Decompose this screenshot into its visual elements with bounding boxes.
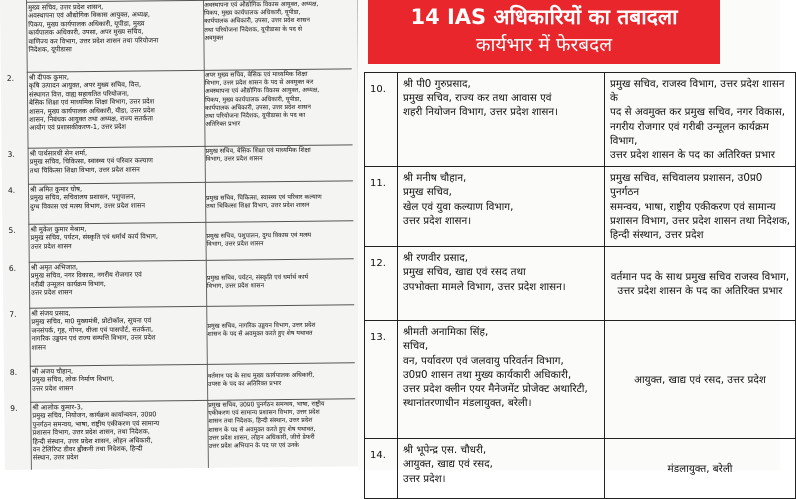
left-row-9 (10, 398, 356, 471)
left-row-posting: प्रमुख सचिव, नागरिक उड्डयन विभाग, उत्तर प्रदेश शासन के पद से अवमुक्त करते हुए शेष यथावत (207, 321, 316, 339)
headline-banner (368, 0, 720, 64)
new-posting-cell: वर्तमान पद के साथ प्रमुख सचिव राजस्व विभाग, उत्तर प्रदेश शासन के पद का अतिरिक्त प्रभार (605, 247, 796, 321)
left-row-number: 8. (9, 367, 18, 377)
left-row-number: 3. (7, 149, 15, 159)
new-posting-cell: मंडलायुक्त, बरेली (605, 439, 796, 499)
table-row (365, 167, 796, 247)
left-row-number: 9. (10, 403, 18, 413)
new-posting-cell: आयुक्त, खाद्य एवं रसद, उत्तर प्रदेश (605, 321, 796, 439)
left-row-officer: श्री संजय प्रसाद, प्रमुख सचिव, मा0 मुख्यमंत्री, प्रोटोकॉल, सूचना एवं जनसंपर्क, गृह, गोपन, वीजा एवं पासपोर्ट, सतर्कता, नागरिक उड्डयन एवं राज्य सम्पत्ति विभाग, उत्तर प्रदेश शासन (31, 309, 156, 352)
left-row-posting: अवस्थापना एवं औद्योगिक विकास आयुक्त, अध्यक्ष, पिकप, मुख्य कार्यपालक अधिकारी, यूपीडा, कार्यपालक अधिकारी, उपसा, उत्तर प्रदेश शासन तथा परियोजना निदेशक, यूपीडासा के पद से अवमुक्त (204, 0, 319, 42)
left-row-posting: वर्तमान पद के साथ मुख्य कार्यपालक अधिकारी, उपसा के पद का अतिरिक्त प्रभार (207, 371, 315, 389)
row-number: 12. (365, 247, 398, 321)
table-row (365, 321, 796, 439)
left-row-8 (9, 362, 355, 401)
table-row (365, 439, 796, 499)
left-row-officer: श्री अजय चौहान, प्रमुख सचिव, लोक निर्माण विभाग, उत्तर प्रदेश शासन (31, 367, 115, 393)
officer-cell: श्री भूपेन्द्र एस. चौधरी, आयुक्त, खाद्य एवं रसद, उत्तर प्रदेश। (398, 439, 605, 499)
left-row-number: 4. (7, 185, 16, 195)
left-row-officer: श्री दीपक कुमार, कृषि उत्पादन आयुक्त, अपर मुख्य सचिव, वित्त, संस्थागत वित्त, वाह्य सहायतित परियोजना, बेसिक शिक्षा एवं माध्यमिक शिक्षा विभाग, उत्तर प्रदेश शासन, मुख्य कार्यपालक अधिकारी, यीडा, उत्तर प्रदेश शासन, निबंधक आयुक्त तथा अध्यक्ष, राज्य सतर्कता आयोग एवं प्रशासकीकरण-1, उत्तर प्रदेश (28, 73, 155, 133)
new-posting-cell: प्रमुख सचिव, राजस्व विभाग, उत्तर प्रदेश शासन के पद से अवमुक्त कर प्रमुख सचिव, नगर विकास, नगरीय रोजगार एवं गरीबी उन्मूलन कार्यक्रम विभाग, उत्तर प्रदेश शासन के पद का अतिरिक्त प्रभार (605, 73, 796, 167)
left-row-4 (7, 180, 353, 223)
left-row-6 (8, 258, 354, 307)
row-number: 10. (365, 73, 398, 167)
left-row-officer: श्री अमित कुमार घोष, प्रमुख सचिव, सचिवालय प्रशासन, पशुपालन, दुग्ध विकास एवं मत्स्य विभाग, उत्तर प्रदेश शासन (29, 185, 146, 211)
officer-cell: श्रीमती अनामिका सिंह, सचिव, वन, पर्यावरण एवं जलवायु परिवर्तन विभाग, उ0प्र0 शासन तथा मुख्य कार्यकारी अधिकारी, उत्तर प्रदेश क्लीन एयर मैनेजमेंट प्रोजेक्ट अथारिटी, स्थानांतरणाधीन मंडलायुक्त, बरेली। (398, 321, 605, 439)
officer-cell: श्री मनीष चौहान, प्रमुख सचिव, खेल एवं युवा कल्याण विभाग, उत्तर प्रदेश शासन। (398, 167, 605, 247)
left-row-number: 6. (8, 263, 17, 273)
left-row-7 (9, 304, 355, 365)
left-row-posting: प्रमुख सचिव, उ0प्र0 पुनर्गठन समन्वय, भाषा, राष्ट्रीय एकीकरण एवं सामान्य प्रशासन विभाग, उत्तर प्रदेश शासन तथा निदेशक, हिन्दी संस्थान, उत्तर प्रदेश शासन के पद से अवमुक्त करते हुए शेष यथावत, उत्तर प्रदेश शासन, लोहन अधिकारी, जीरो डेफरी उत्तर प्रदेश अभियान के पद पर एवं उनके (208, 400, 325, 450)
row-number: 11. (365, 167, 398, 247)
new-posting-cell: प्रमुख सचिव, सचिवालय प्रशासन, उ0प्र0 पुनर्गठन समन्वय, भाषा, राष्ट्रीय एकीकरण एवं सामान्य प्रशासन विभाग, उत्तर प्रदेश शासन तथा निदेशक, हिन्दी संस्थान, उत्तर प्रदेश (605, 167, 796, 247)
headline-subtitle: कार्यभार में फेरबदल (475, 34, 613, 56)
left-row-posting: प्रमुख सचिव, चिकित्सा, स्वास्थ्य एवं परिवार कल्याण तथा चिकित्सा शिक्षा विभाग, उत्तर प्रदेश शासन (206, 193, 322, 211)
officer-cell: श्री पी0 गुरुप्रसाद, प्रमुख सचिव, राज्य कर तथा आवास एवं शहरी नियोजन विभाग, उत्तर प्रदेश शासन। (398, 73, 605, 167)
left-row-officer: मुख्य सचिव, उत्तर प्रदेश शासन, अवस्थापना एवं औद्योगिक विकास आयुक्त, अध्यक्ष, पिकप, मुख्य कार्यपालक अधिकारी, यूपीडा, मुख्य कार्यपालक अधिकारी, उपसा, अपर मुख्य सचिव, वाणिज्य कर विभाग, उत्तर प्रदेश शासन तथा परियोजना निदेशक, यूपीडासा (28, 2, 159, 54)
right-document-page (358, 0, 790, 485)
table-row (365, 73, 796, 167)
left-scanned-list (0, 0, 363, 470)
officer-cell: श्री रणवीर प्रसाद, प्रमुख सचिव, खाद्य एवं रसद तथा उपभोक्ता मामले विभाग, उत्तर प्रदेश शासन। (398, 247, 605, 321)
table-row (365, 247, 796, 321)
left-row-officer: श्री अमृत अभिजात, प्रमुख सचिव, नगर विकास, नगरीय रोजगार एवं गरीबी उन्मूलन कार्यक्रम विभाग, उत्तर प्रदेश शासन (30, 263, 142, 297)
headline-title: 14 IAS अधिकारियों का तबादला (410, 5, 678, 29)
left-row-1 (26, 0, 352, 64)
transfer-table (364, 72, 796, 499)
left-row-posting: प्रमुख सचिव, बेसिक शिक्षा एवं माध्यमिक शिक्षा विभाग, उत्तर प्रदेश शासन (205, 146, 311, 164)
left-row-posting: प्रमुख सचिव, पशुपालन, दुग्ध विकास एवं मत्स्य विभाग, उत्तर प्रदेश शासन (206, 231, 312, 249)
left-row-officer: श्री पार्थसारथी सेन शर्मा, प्रमुख सचिव, चिकित्सा, स्वास्थ्य एवं परिवार कल्याण तथा चिकित्सा शिक्षा विभाग, उत्तर प्रदेश शासन (29, 149, 153, 175)
left-row-number: 5. (8, 225, 16, 235)
left-row-number: 7. (9, 309, 17, 319)
left-row-posting: प्रमुख सचिव, पर्यटन, संस्कृति एवं धर्मार्थ कार्य विभाग, उत्तर प्रदेश शासन (206, 273, 309, 291)
left-row-posting: अपर मुख्य सचिव, बेसिक एवं माध्यमिक शिक्षा विभाग, उत्तर प्रदेश शासन के पद से अवमुक्त कर अवस्थापना एवं औद्योगिक विकास आयुक्त, अध्यक्ष, पिकप, मुख्य कार्यपालक अधिकारी, यूपीडा, कार्यपालक अधिकारी, उपसा, उत्तर प्रदेश शासन तथा परियोजना निदेशक, यूपीडासा के पद का अतिरिक्त प्रभार (204, 70, 320, 129)
left-row-officer: श्री आलोक कुमार-3, प्रमुख सचिव, नियोजन, कार्यक्रम कार्यान्वयन, उ0प्र0 पुनर्गठन समन्वय, भाषा, राष्ट्रीय एकीकरण एवं सामान्य प्रशासन विभाग, उत्तर प्रदेश शासन, तथा निदेशक, हिन्दी संस्थान, उत्तर प्रदेश शासन, लोहन अधिकारी, वन टेलिरिप्ट डीवर ह्वीकनी तथा निदेशक, हिन्दी संस्थान, उत्तर प्रदेश (32, 403, 160, 463)
left-row-officer: श्री मुकेश कुमार मेश्राम, प्रमुख सचिव, पर्यटन, संस्कृति एवं धर्मार्थ कार्य विभाग, उत्तर प्रदेश शासन (30, 225, 158, 251)
left-row-5 (8, 220, 353, 261)
left-row-number: 2. (6, 73, 15, 83)
left-row-3 (7, 144, 353, 183)
left-row-2 (6, 68, 353, 147)
row-number: 14. (365, 439, 398, 499)
row-number: 13. (365, 321, 398, 439)
